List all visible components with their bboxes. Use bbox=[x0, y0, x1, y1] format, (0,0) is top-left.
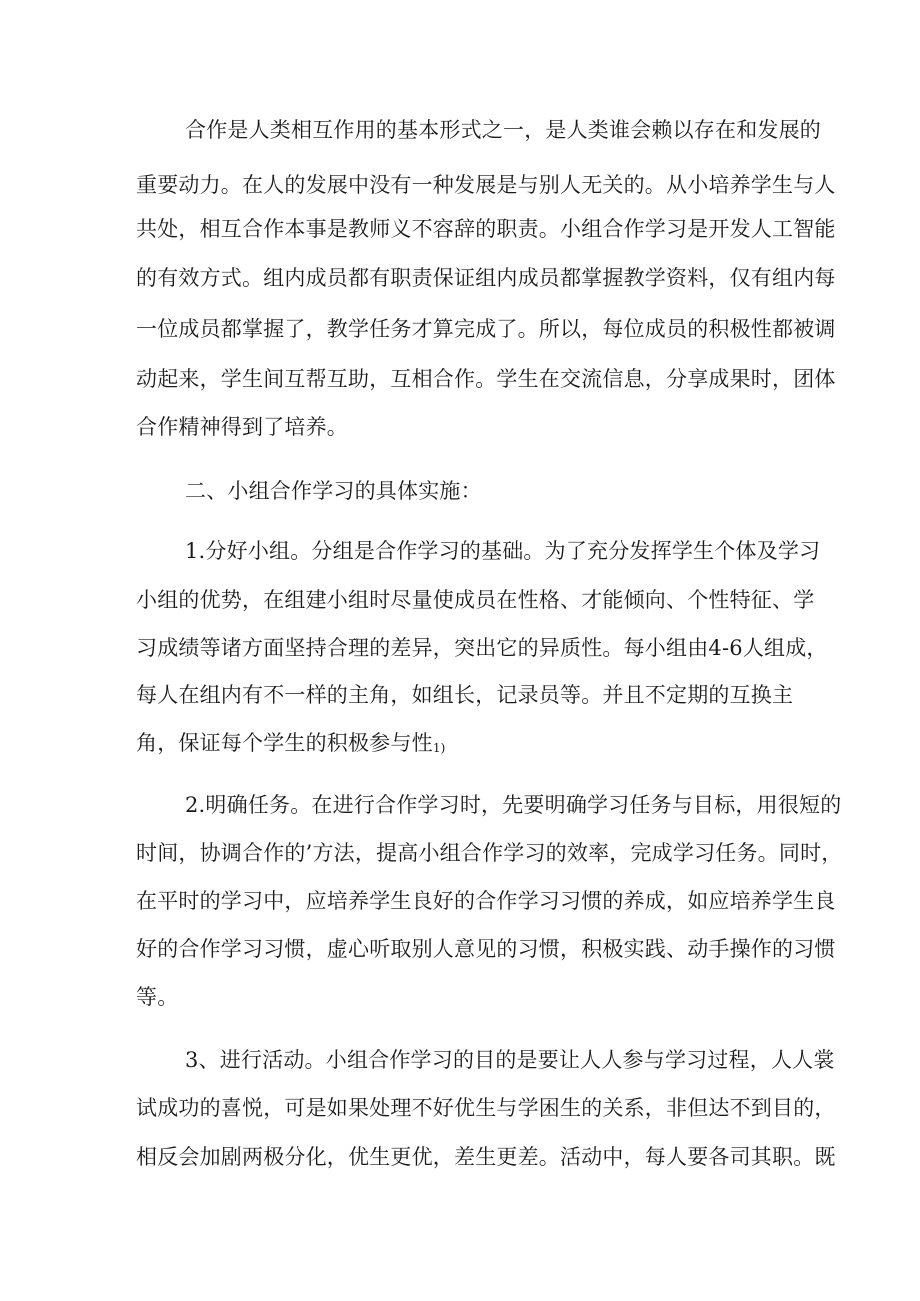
paragraph-1-line-7: 合作精神得到了培养。 bbox=[136, 415, 348, 439]
paragraph-1-line-5: 一位成员都掌握了，教学任务才算完成了。所以，每位成员的积极性都被调 bbox=[136, 317, 836, 341]
paragraph-4-line-4: 好的合作学习习惯，虚心听取别人意见的习惯，积极实践、动手操作的习惯 bbox=[136, 937, 836, 961]
paragraph-3-line-5-text: 角，保证每个学生的积极参与性 bbox=[136, 731, 433, 755]
paragraph-5-line-1: 3、进行活动。小组合作学习的目的是要让人人参与学习过程，人人裳 bbox=[185, 1048, 835, 1072]
paragraph-1-line-4: 的有效方式。组内成员都有职责保证组内成员都掌握教学资料，仅有组内每 bbox=[136, 266, 836, 290]
paragraph-4-line-1: 2.明确任务。在进行合作学习时，先要明确学习任务与目标，用很短的 bbox=[185, 793, 842, 817]
paragraph-4-line-3: 在平时的学习中，应培养学生良好的合作学习习惯的养成，如应培养学生良 bbox=[136, 889, 836, 913]
section-heading: 二、小组合作学习的具体实施： bbox=[185, 479, 482, 503]
paragraph-4-line-5: 等。 bbox=[136, 985, 179, 1009]
paragraph-1-line-1: 合作是人类相互作用的基本形式之一，是人类谁会赖以存在和发展的 bbox=[185, 118, 821, 142]
paragraph-3-line-2: 小组的优势，在组建小组时尽量使成员在性格、才能倾向、个性特征、学 bbox=[136, 588, 815, 612]
paragraph-3-line-3: 习成绩等诸方面坚持合理的差异，突出它的异质性。每小组由4-6人组成， bbox=[136, 636, 828, 660]
footnote-mark: 1) bbox=[432, 741, 446, 755]
paragraph-1-line-6: 动起来，学生间互帮互助，互相合作。学生在交流信息，分享成果时，团体 bbox=[136, 367, 836, 391]
paragraph-3-line-4: 每人在组内有不一样的主角，如组长，记录员等。并且不定期的互换主 bbox=[136, 683, 794, 707]
paragraph-3-line-5 bbox=[136, 729, 796, 762]
paragraph-3-line-1: 1.分好小组。分组是合作学习的基础。为了充分发挥学生个体及学习 bbox=[185, 539, 821, 563]
paragraph-1-line-2: 重要动力。在人的发展中没有一种发展是与别人无关的。从小培养学生与人 bbox=[136, 173, 836, 197]
paragraph-5-line-3: 相反会加剧两极分化，优生更优，差生更差。活动中，每人要各司其职。既 bbox=[136, 1145, 836, 1169]
paragraph-4-line-2: 时间，协调合作的’方法，提高小组合作学习的效率，完成学习任务。同时， bbox=[136, 841, 843, 865]
paragraph-1-line-3: 共处，相互合作本事是教师义不容辞的职责。小组合作学习是开发人工智能 bbox=[136, 217, 836, 241]
paragraph-5-line-2: 试成功的喜悦，可是如果处理不好优生与学困生的关系，非但达不到目的， bbox=[136, 1096, 836, 1120]
